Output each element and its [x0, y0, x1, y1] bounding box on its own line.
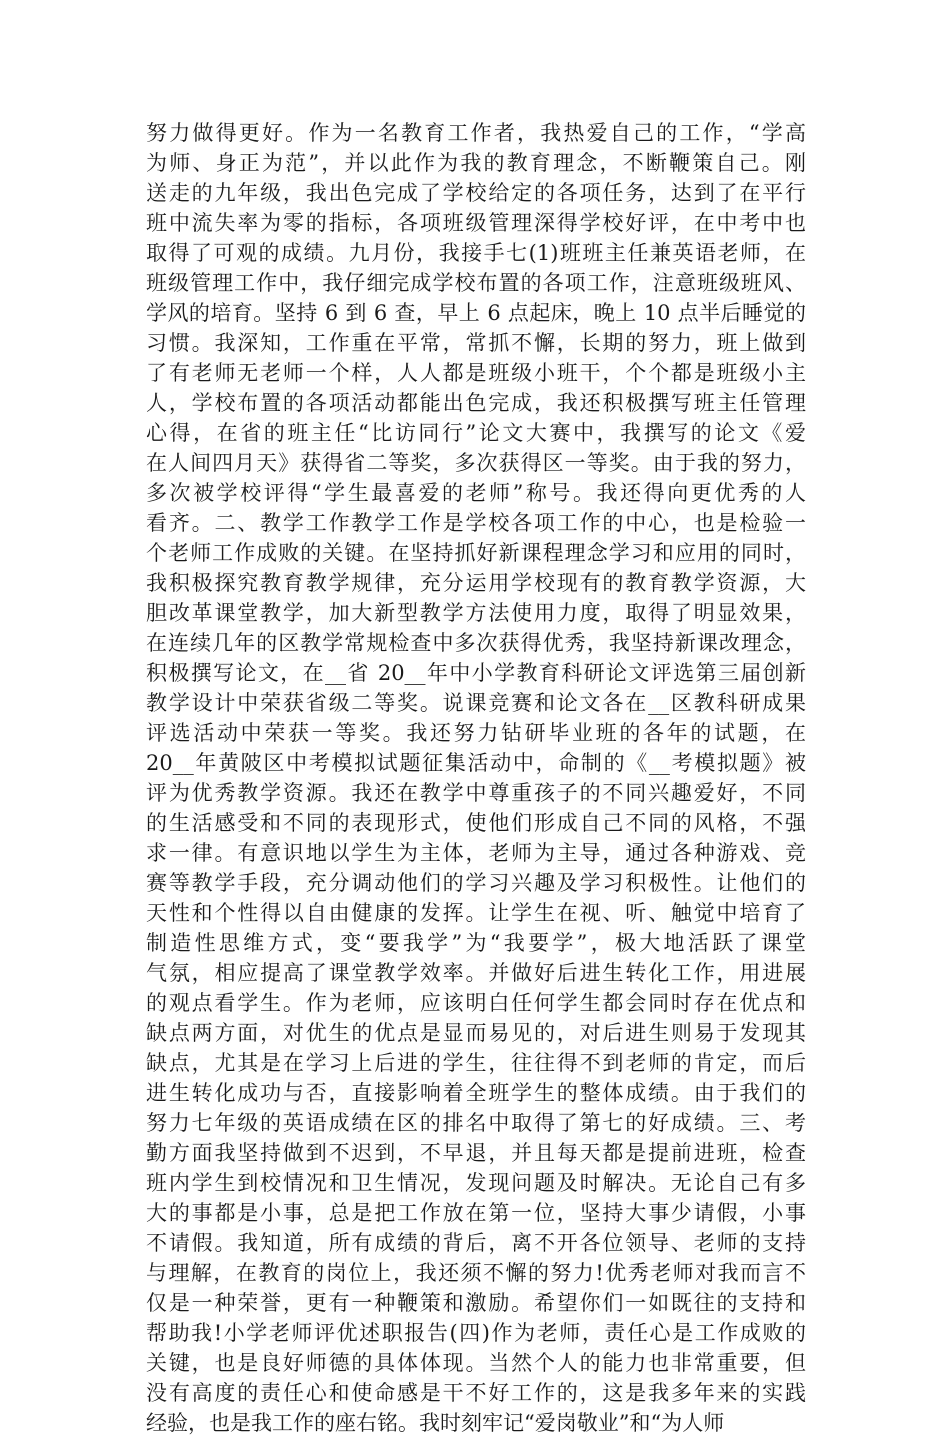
text-line: 缺点，尤其是在学习上后进的学生，往往得不到老师的肯定，而后	[146, 1051, 806, 1075]
text-line: 人，学校布置的各项活动都能出色完成，我还积极撰写班主任管理	[146, 391, 806, 415]
text-line: 了有老师无老师一个样，人人都是班级小班干，个个都是班级小主	[146, 361, 806, 385]
text-line: 努力七年级的英语成绩在区的排名中取得了第七的好成绩。三、考	[146, 1111, 806, 1135]
text-line: 班中流失率为零的指标，各项班级管理深得学校好评，在中考中也	[146, 211, 806, 235]
text-line: 个老师工作成败的关键。在坚持抓好新课程理念学习和应用的同时，	[146, 541, 806, 565]
text-line: 胆改革课堂教学，加大新型教学方法使用力度，取得了明显效果，	[146, 601, 806, 625]
text-line: 20__年黄陂区中考模拟试题征集活动中，命制的《__考模拟题》被	[146, 751, 806, 775]
text-line: 多次被学校评得“学生最喜爱的老师”称号。我还得向更优秀的人	[146, 481, 806, 505]
text-line: 仅是一种荣誉，更有一种鞭策和激励。希望你们一如既往的支持和	[146, 1291, 806, 1315]
text-line: 没有高度的责任心和使命感是干不好工作的，这是我多年来的实践	[146, 1381, 806, 1405]
text-line: 大的事都是小事，总是把工作放在第一位，坚持大事少请假，小事	[146, 1201, 806, 1225]
text-line: 不请假。我知道，所有成绩的背后，离不开各位领导、老师的支持	[146, 1231, 806, 1255]
text-line: 积极撰写论文，在__省 20__年中小学教育科研论文评选第三届创新	[146, 661, 806, 685]
text-line: 送走的九年级，我出色完成了学校给定的各项任务，达到了在平行	[146, 181, 806, 205]
text-line: 气氛，相应提高了课堂教学效率。并做好后进生转化工作，用进展	[146, 961, 806, 985]
text-line: 的生活感受和不同的表现形式，使他们形成自己不同的风格，不强	[146, 811, 806, 835]
text-line: 看齐。二、教学工作教学工作是学校各项工作的中心，也是检验一	[146, 511, 806, 535]
text-line: 在人间四月天》获得省二等奖，多次获得区一等奖。由于我的努力，	[146, 451, 806, 475]
text-line: 与理解，在教育的岗位上，我还须不懈的努力!优秀老师对我而言不	[146, 1261, 806, 1285]
text-line: 进生转化成功与否，直接影响着全班学生的整体成绩。由于我们的	[146, 1081, 806, 1105]
text-line: 取得了可观的成绩。九月份，我接手七(1)班班主任兼英语老师，在	[146, 241, 806, 265]
text-line: 在连续几年的区教学常规检查中多次获得优秀，我坚持新课改理念，	[146, 631, 806, 655]
text-line: 教学设计中荣获省级二等奖。说课竞赛和论文各在__区教科研成果	[146, 691, 806, 715]
text-line: 经验，也是我工作的座右铭。我时刻牢记“爱岗敬业”和“为人师	[146, 1411, 725, 1435]
text-line: 求一律。有意识地以学生为主体，老师为主导，通过各种游戏、竞	[146, 841, 806, 865]
text-line: 努力做得更好。作为一名教育工作者，我热爱自己的工作，“学高	[146, 121, 806, 145]
text-line: 评选活动中荣获一等奖。我还努力钻研毕业班的各年的试题，在	[146, 721, 806, 745]
text-line: 心得，在省的班主任“比访同行”论文大赛中，我撰写的论文《爱	[146, 421, 806, 445]
text-line: 赛等教学手段，充分调动他们的学习兴趣及学习积极性。让他们的	[146, 871, 806, 895]
text-line: 评为优秀教学资源。我还在教学中尊重孩子的不同兴趣爱好，不同	[146, 781, 806, 805]
text-line: 班级管理工作中，我仔细完成学校布置的各项工作，注意班级班风、	[146, 271, 806, 295]
text-line: 勤方面我坚持做到不迟到，不早退，并且每天都是提前进班，检查	[146, 1141, 806, 1165]
text-line: 的观点看学生。作为老师，应该明白任何学生都会同时存在优点和	[146, 991, 806, 1015]
text-line: 班内学生到校情况和卫生情况，发现问题及时解决。无论自己有多	[146, 1171, 806, 1195]
text-line: 习惯。我深知，工作重在平常，常抓不懈，长期的努力，班上做到	[146, 331, 806, 355]
text-line: 制造性思维方式，变“要我学”为“我要学”，极大地活跃了课堂	[146, 931, 806, 955]
text-line: 关键，也是良好师德的具体体现。当然个人的能力也非常重要，但	[146, 1351, 806, 1375]
text-line: 天性和个性得以自由健康的发挥。让学生在视、听、触觉中培育了	[146, 901, 806, 925]
text-line: 帮助我!小学老师评优述职报告(四)作为老师，责任心是工作成败的	[146, 1321, 806, 1345]
body-text	[146, 118, 806, 1438]
text-line: 我积极探究教育教学规律，充分运用学校现有的教育教学资源，大	[146, 571, 806, 595]
text-line: 为师、身正为范”，并以此作为我的教育理念，不断鞭策自己。刚	[146, 151, 806, 175]
text-line: 学风的培育。坚持 6 到 6 查，早上 6 点起床，晚上 10 点半后睡觉的	[146, 301, 806, 325]
text-line: 缺点两方面，对优生的优点是显而易见的，对后进生则易于发现其	[146, 1021, 806, 1045]
